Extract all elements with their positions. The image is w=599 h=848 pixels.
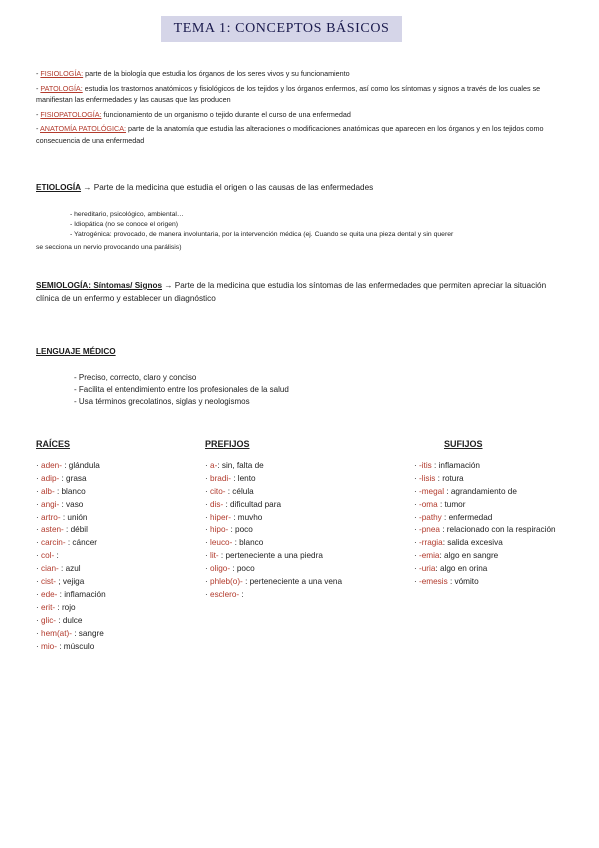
sufijos-list <box>414 460 566 589</box>
definition-anatomia-patologica: - ANATOMÍA PATOLÓGICA: parte de la anatomía que estudia las alteraciones o modificaciones anatómicas que aparecen en los órganos y en los tejidos como consecuencia de una enfermedad <box>36 124 544 145</box>
list-item <box>36 589 186 602</box>
list-item <box>205 550 343 563</box>
bullet: · <box>36 486 42 496</box>
term-meaning: : rojo <box>55 602 76 612</box>
list-item: - hereditario, psicológico, ambiental… <box>70 211 184 218</box>
list-item <box>36 473 186 486</box>
term-meaning: : débil <box>63 525 88 535</box>
list-item <box>36 615 186 628</box>
bullet: · <box>36 641 42 651</box>
term-meaning: : músculo <box>56 641 95 651</box>
term-prefix: cian- <box>41 564 59 574</box>
list-item <box>414 524 566 537</box>
bullet: · <box>414 486 420 496</box>
term-prefix: aden- <box>41 460 62 470</box>
term-prefix: hiper- <box>210 512 231 522</box>
term-meaning: : unión <box>60 512 88 522</box>
list-item <box>205 473 343 486</box>
term-prefix: artro- <box>41 512 61 522</box>
etiologia-continuation <box>36 243 181 253</box>
list-item <box>36 499 186 512</box>
term-prefix: bradi- <box>210 473 231 483</box>
bullet: · <box>36 538 42 548</box>
definition-text: funcionamiento de un organismo o tejido durante el curso de una enfermedad <box>101 109 351 119</box>
term-meaning: : rotura <box>435 473 464 483</box>
term-meaning: : blanco <box>54 486 86 496</box>
list-item <box>36 563 186 576</box>
bullet: · <box>36 615 42 625</box>
term-prefix: -megal <box>419 486 445 496</box>
term-meaning: : inflamación <box>431 460 480 470</box>
bullet: · <box>36 602 42 612</box>
term-meaning: : glándula <box>61 460 100 470</box>
term-meaning: : sin, falta de <box>217 460 264 470</box>
term-prefix: carcin- <box>41 538 66 548</box>
list-item <box>36 602 186 615</box>
prefijos-column <box>205 438 343 602</box>
term-prefix: -rragia <box>419 538 443 548</box>
bullet: · <box>414 577 420 587</box>
term-prefix: asten- <box>41 525 64 535</box>
bullet: · <box>36 460 42 470</box>
term-meaning: : agrandamiento de <box>444 486 517 496</box>
term-meaning: : azul <box>58 564 81 574</box>
list-item <box>205 524 343 537</box>
term-meaning: : vaso <box>59 499 84 509</box>
term-meaning: : <box>239 589 244 599</box>
term-meaning: : salida excesiva <box>442 538 503 548</box>
definition-term: FISIOLOGÍA: <box>40 69 84 78</box>
bullet: · <box>36 525 42 535</box>
etiologia-section <box>36 182 566 194</box>
raices-column <box>36 438 186 654</box>
definition-text: estudia los trastornos anatómicos y fisiológicos de los tejidos y los órganos enfermos, así como los síntomas y signos a través de los cuales se manifiestan las enfermedades y las causas que las producen <box>36 83 541 104</box>
sufijos-column <box>414 438 566 589</box>
list-item <box>414 499 566 512</box>
list-item <box>36 486 186 499</box>
term-prefix: dis- <box>210 499 224 509</box>
list-item <box>205 537 343 550</box>
lenguaje-section <box>36 346 566 358</box>
term-prefix: mio- <box>41 641 57 651</box>
term-prefix: hipo- <box>210 525 229 535</box>
prefijos-list <box>205 460 343 602</box>
term-meaning: : algo en orina <box>435 564 488 574</box>
term-meaning: : blanco <box>232 538 264 548</box>
bullet: · <box>36 499 42 509</box>
term-meaning: : perteneciente a una piedra <box>218 551 323 561</box>
definition-text: parte de la anatomía que estudia las alteraciones o modificaciones anatómicas que aparecen en los órganos y en los tejidos como consecuencia de una enfermedad <box>36 124 544 145</box>
term-prefix: -oma <box>419 499 438 509</box>
list-item <box>205 512 343 525</box>
list-item <box>414 550 566 563</box>
term-meaning: : algo en sangre <box>439 551 499 561</box>
bullet: · <box>205 473 211 483</box>
term-meaning: : enfermedad <box>441 512 493 522</box>
list-item <box>36 524 186 537</box>
bullet: · <box>414 512 420 522</box>
list-item <box>36 628 186 641</box>
bullet: · <box>36 628 42 638</box>
bullet: · <box>414 538 420 548</box>
bullet: · <box>205 564 211 574</box>
etiologia-text: → Parte de la medicina que estudia el origen o las causas de las enfermedades <box>81 183 374 192</box>
definitions-block <box>36 68 566 149</box>
term-meaning: : tumor <box>437 499 466 509</box>
bullet: · <box>205 499 211 509</box>
term-meaning: : dificultad para <box>223 499 282 509</box>
definition-fisiologia: - FISIOLOGÍA: parte de la biología que estudia los órganos de los seres vivos y su funcionamiento <box>36 69 350 78</box>
raices-list <box>36 460 186 654</box>
bullet: · <box>205 589 211 599</box>
term-prefix: ede- <box>41 589 58 599</box>
etiologia-list <box>70 210 453 240</box>
list-item <box>36 641 186 654</box>
term-meaning: : sangre <box>71 628 104 638</box>
bullet: · <box>36 577 42 587</box>
bullet: · <box>414 551 420 561</box>
term-prefix: -pathy <box>419 512 442 522</box>
bullet: · <box>414 499 420 509</box>
list-item <box>205 499 343 512</box>
lenguaje-list <box>74 372 289 408</box>
term-meaning: : inflamación <box>57 589 106 599</box>
bullet: · <box>414 564 420 574</box>
list-item: - Facilita el entendimiento entre los profesionales de la salud <box>74 385 289 394</box>
list-item: - Usa términos grecolatinos, siglas y neologismos <box>74 397 250 406</box>
etiologia-heading: ETIOLOGÍA <box>36 183 82 192</box>
bullet: · <box>205 577 211 587</box>
bullet: · <box>205 551 211 561</box>
semiologia-heading: SEMIOLOGÍA: Síntomas/ Signos <box>36 281 163 290</box>
term-prefix: -pnea <box>419 525 440 535</box>
term-prefix: -emia <box>419 551 440 561</box>
term-prefix: cito- <box>210 486 226 496</box>
list-item <box>36 460 186 473</box>
term-prefix: erit- <box>41 602 56 612</box>
term-meaning: : relacionado con la respiración <box>439 525 556 535</box>
bullet: · <box>36 589 42 599</box>
term-meaning: : <box>54 551 59 561</box>
term-prefix: a- <box>210 460 218 470</box>
term-prefix: phleb(o)- <box>210 577 243 587</box>
term-meaning: : vómito <box>447 577 479 587</box>
term-meaning: : poco <box>228 525 253 535</box>
list-item <box>36 550 186 563</box>
definition-term: ANATOMÍA PATOLÓGICA: <box>40 124 127 133</box>
bullet: · <box>205 525 211 535</box>
list-item: - Preciso, correcto, claro y conciso <box>74 373 197 382</box>
list-item <box>36 512 186 525</box>
raices-heading: RAÍCES <box>36 439 71 449</box>
term-prefix: -itis <box>419 460 432 470</box>
term-prefix: glic- <box>41 615 57 625</box>
definition-fisiopatologia: - FISIOPATOLOGÍA: funcionamiento de un organismo o tejido durante el curso de una enfermedad <box>36 109 351 119</box>
list-item <box>414 537 566 550</box>
definition-text: parte de la biología que estudia los órganos de los seres vivos y su funcionamiento <box>83 69 350 78</box>
term-prefix: angi- <box>41 499 60 509</box>
definition-term: FISIOPATOLOGÍA: <box>40 109 102 119</box>
bullet: · <box>36 564 42 574</box>
term-prefix: -lisis <box>419 473 436 483</box>
list-item <box>205 563 343 576</box>
list-item <box>414 473 566 486</box>
list-item <box>205 486 343 499</box>
list-item: - Yatrogénica: provocado, de manera involuntaria, por la intervención médica (ej. Cuando se quita una pieza dental y sin querer <box>70 231 454 238</box>
bullet: · <box>36 512 42 522</box>
term-prefix: -uria <box>419 564 436 574</box>
term-prefix: esclero- <box>210 589 240 599</box>
bullet: · <box>36 551 42 561</box>
term-meaning: : cáncer <box>65 538 97 548</box>
list-item <box>414 576 566 589</box>
list-item <box>414 512 566 525</box>
list-item <box>205 576 343 589</box>
term-prefix: cist- <box>41 577 57 587</box>
prefijos-heading: PREFIJOS <box>205 439 250 449</box>
bullet: · <box>36 473 42 483</box>
list-item-continuation: se secciona un nervio provocando una parálisis) <box>36 244 182 251</box>
bullet: · <box>205 512 211 522</box>
term-meaning: : dulce <box>56 615 83 625</box>
bullet: · <box>414 460 420 470</box>
bullet: · <box>205 538 211 548</box>
list-item: - Idiopática (no se conoce el origen) <box>70 221 179 228</box>
term-prefix: col- <box>41 551 55 561</box>
term-prefix: -emesis <box>419 577 448 587</box>
bullet: · <box>414 525 420 535</box>
term-meaning: : perteneciente a una vena <box>242 577 343 587</box>
list-item <box>36 537 186 550</box>
term-prefix: adip- <box>41 473 60 483</box>
bullet: · <box>205 460 211 470</box>
definition-term: PATOLOGÍA: <box>40 83 83 93</box>
term-meaning: : muvho <box>230 512 263 522</box>
list-item <box>205 460 343 473</box>
term-prefix: lit- <box>210 551 219 561</box>
semiologia-text: → Parte de la medicina que estudia los síntomas de las enfermedades que permiten apreciar la situación clínica de un enfermo y establecer un diagnóstico <box>36 281 547 303</box>
term-prefix: oligo- <box>210 564 231 574</box>
term-prefix: leuco- <box>210 538 233 548</box>
term-meaning: ; vejiga <box>56 577 85 587</box>
list-item <box>414 460 566 473</box>
term-meaning: : célula <box>225 486 254 496</box>
lenguaje-heading: LENGUAJE MÉDICO <box>36 347 116 356</box>
term-prefix: alb- <box>41 486 55 496</box>
page-title: TEMA 1: CONCEPTOS BÁSICOS <box>161 16 402 42</box>
term-meaning: : poco <box>230 564 255 574</box>
term-prefix: hem(at)- <box>41 628 72 638</box>
bullet: · <box>205 486 211 496</box>
term-meaning: : lento <box>230 473 256 483</box>
list-item <box>36 576 186 589</box>
sufijos-heading: SUFIJOS <box>444 439 483 449</box>
list-item <box>414 563 566 576</box>
semiologia-section <box>36 279 566 305</box>
definition-patologia: - PATOLOGÍA: estudia los trastornos anatómicos y fisiológicos de los tejidos y los órganos enfermos, así como los síntomas y signos a través de los cuales se manifiestan las enfermedades y las causas que las producen <box>36 83 541 104</box>
term-meaning: : grasa <box>59 473 87 483</box>
list-item <box>205 589 343 602</box>
list-item <box>414 486 566 499</box>
bullet: · <box>414 473 420 483</box>
